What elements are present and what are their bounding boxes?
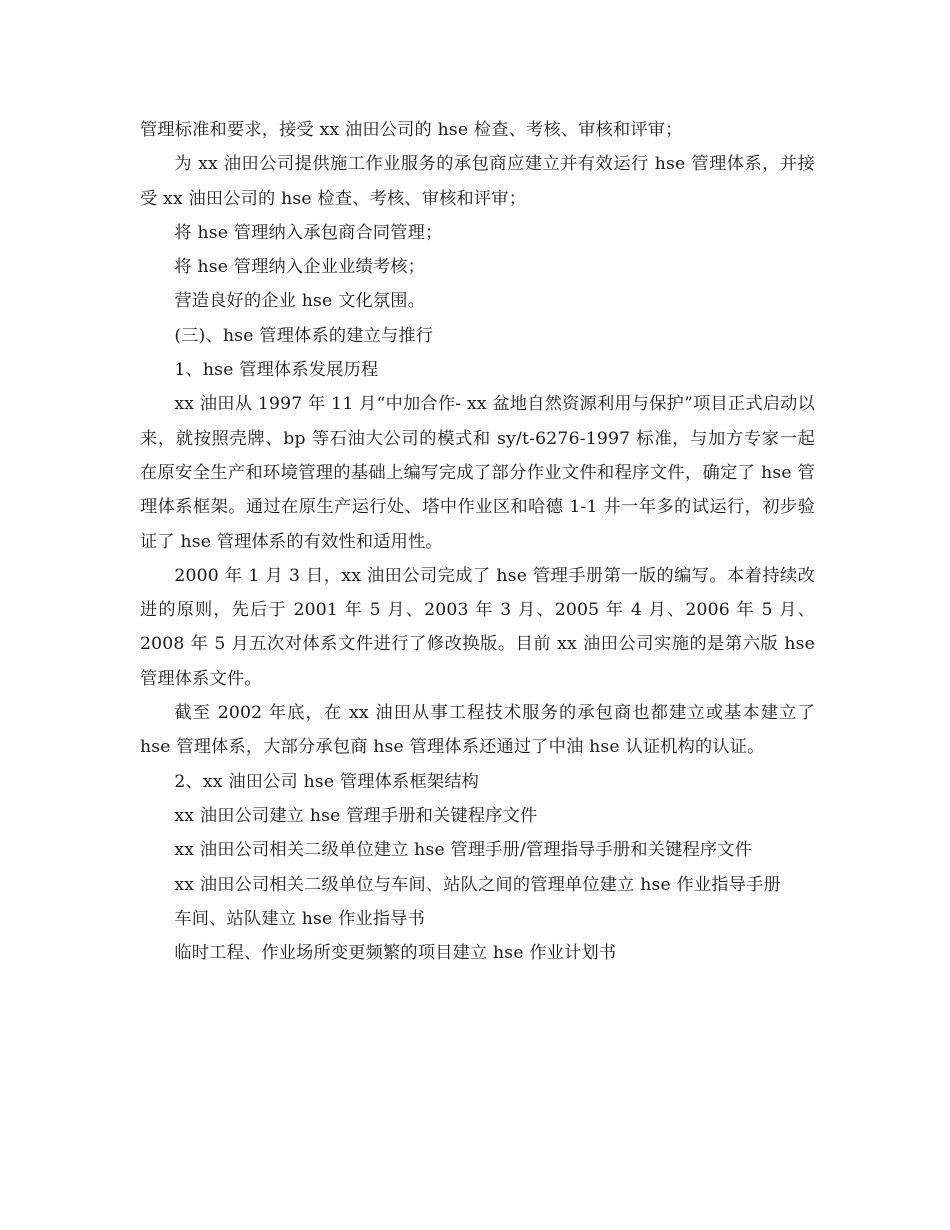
paragraph: xx 油田从 1997 年 11 月“中加合作- xx 盆地自然资源利用与保护”项目正式启动以来，就按照壳牌、bp 等石油大公司的模式和 sy/t-6276-1997 标准，与加方专家一起在原安全生产和环境管理的基础上编写完成了部分作业文件和程序文件，确定了 hse 管理体系框架。通过在原生产运行处、塔中作业区和哈德 1-1 井一年多的试运行，初步验证了 hse 管理体系的有效性和适用性。 <box>140 394 815 552</box>
paragraph: 截至 2002 年底，在 xx 油田从事工程技术服务的承包商也都建立或基本建立了 hse 管理体系，大部分承包商 hse 管理体系还通过了中油 hse 认证机构的认证。 <box>140 703 815 758</box>
document-body <box>140 113 815 970</box>
paragraph: xx 油田公司相关二级单位与车间、站队之间的管理单位建立 hse 作业指导手册 <box>174 874 781 895</box>
section-heading: (三)、hse 管理体系的建立与推行 <box>174 325 434 346</box>
paragraph: 临时工程、作业场所变更频繁的项目建立 hse 作业计划书 <box>174 943 617 964</box>
subsection-heading: 1、hse 管理体系发展历程 <box>174 360 379 381</box>
paragraph: 将 hse 管理纳入企业业绩考核； <box>174 257 426 278</box>
paragraph: xx 油田公司相关二级单位建立 hse 管理手册/管理指导手册和关键程序文件 <box>174 840 753 861</box>
paragraph: 2000 年 1 月 3 日，xx 油田公司完成了 hse 管理手册第一版的编写。本着持续改进的原则，先后于 2001 年 5 月、2003 年 3 月、2005 年 4 月、2006 年 5 月、2008 年 5 月五次对体系文件进行了修改换版。目前 xx 油田公司实施的是第六版 hse 管理体系文件。 <box>140 565 815 689</box>
paragraph: 车间、站队建立 hse 作业指导书 <box>174 908 426 929</box>
subsection-heading: 2、xx 油田公司 hse 管理体系框架结构 <box>174 771 480 792</box>
paragraph: xx 油田公司建立 hse 管理手册和关键程序文件 <box>174 805 538 826</box>
paragraph: 将 hse 管理纳入承包商合同管理； <box>174 222 443 243</box>
paragraph: 为 xx 油田公司提供施工作业服务的承包商应建立并有效运行 hse 管理体系，并接受 xx 油田公司的 hse 检查、考核、审核和评审； <box>140 154 815 209</box>
paragraph: 营造良好的企业 hse 文化氛围。 <box>174 291 426 312</box>
paragraph: 管理标准和要求，接受 xx 油田公司的 hse 检查、考核、审核和评审； <box>140 120 683 140</box>
